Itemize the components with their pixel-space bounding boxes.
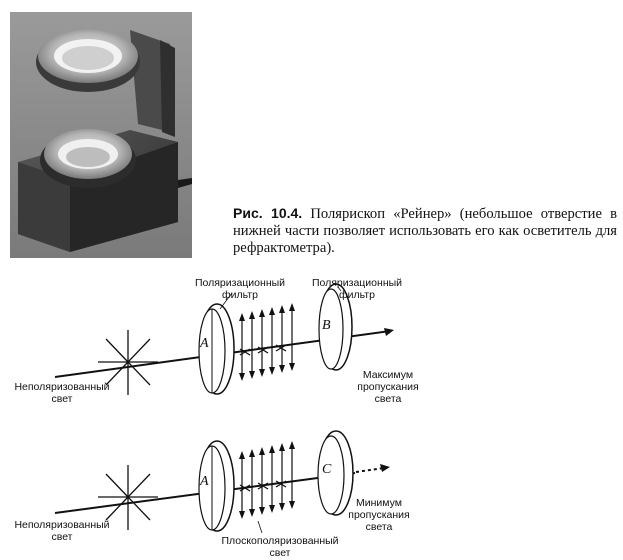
polarization-diagram xyxy=(0,265,623,560)
top-left-filter-label-line2: фильтр xyxy=(222,289,258,301)
bottom-result-label-line2: пропускания xyxy=(348,509,410,521)
top-result-label-line2: пропускания xyxy=(357,381,419,393)
polarized-wave-arrows xyxy=(242,307,292,377)
bottom-middle-label-line1: Плоскополяризованный xyxy=(221,535,339,547)
top-left-filter-label-line1: Поляризационный xyxy=(194,277,286,289)
bottom-source-label-line1: Неполяризованный xyxy=(14,519,110,531)
bottom-middle-label-line2: свет xyxy=(269,547,291,559)
filter-letter-a: A xyxy=(200,336,209,351)
figure-label: Рис. 10.4. xyxy=(233,205,303,221)
top-right-filter-label-line2: фильтр xyxy=(339,289,375,301)
polariscope-photo xyxy=(10,12,192,258)
top-source-label-line2: свет xyxy=(51,393,73,405)
top-right-filter-label-line1: Поляризационный xyxy=(311,277,403,289)
top-source-label-line1: Неполяризованный xyxy=(14,381,110,393)
polarized-wave-arrows xyxy=(242,445,292,515)
filter-letter-c: C xyxy=(322,462,332,477)
ray-arrowhead xyxy=(384,328,394,336)
blocked-ray-dashed xyxy=(356,468,384,472)
top-result-label-line3: света xyxy=(374,393,402,405)
bottom-result-label-line3: света xyxy=(365,521,393,533)
filter-letter-b: B xyxy=(322,318,331,333)
top-diagram xyxy=(14,277,418,405)
bottom-result-label-line1: Минимум xyxy=(356,497,402,509)
figure-caption xyxy=(233,205,617,257)
bottom-diagram xyxy=(14,431,409,559)
ray-arrowhead xyxy=(380,464,390,472)
filter-letter-a: A xyxy=(200,474,209,489)
top-result-label-line1: Максимум xyxy=(362,369,414,381)
bottom-source-label-line2: свет xyxy=(51,531,73,543)
figure-caption-text: Полярископ «Рейнер» (небольшое отверстие в нижней части позволяет использовать его как осветитель для рефрактометра). xyxy=(233,206,617,256)
